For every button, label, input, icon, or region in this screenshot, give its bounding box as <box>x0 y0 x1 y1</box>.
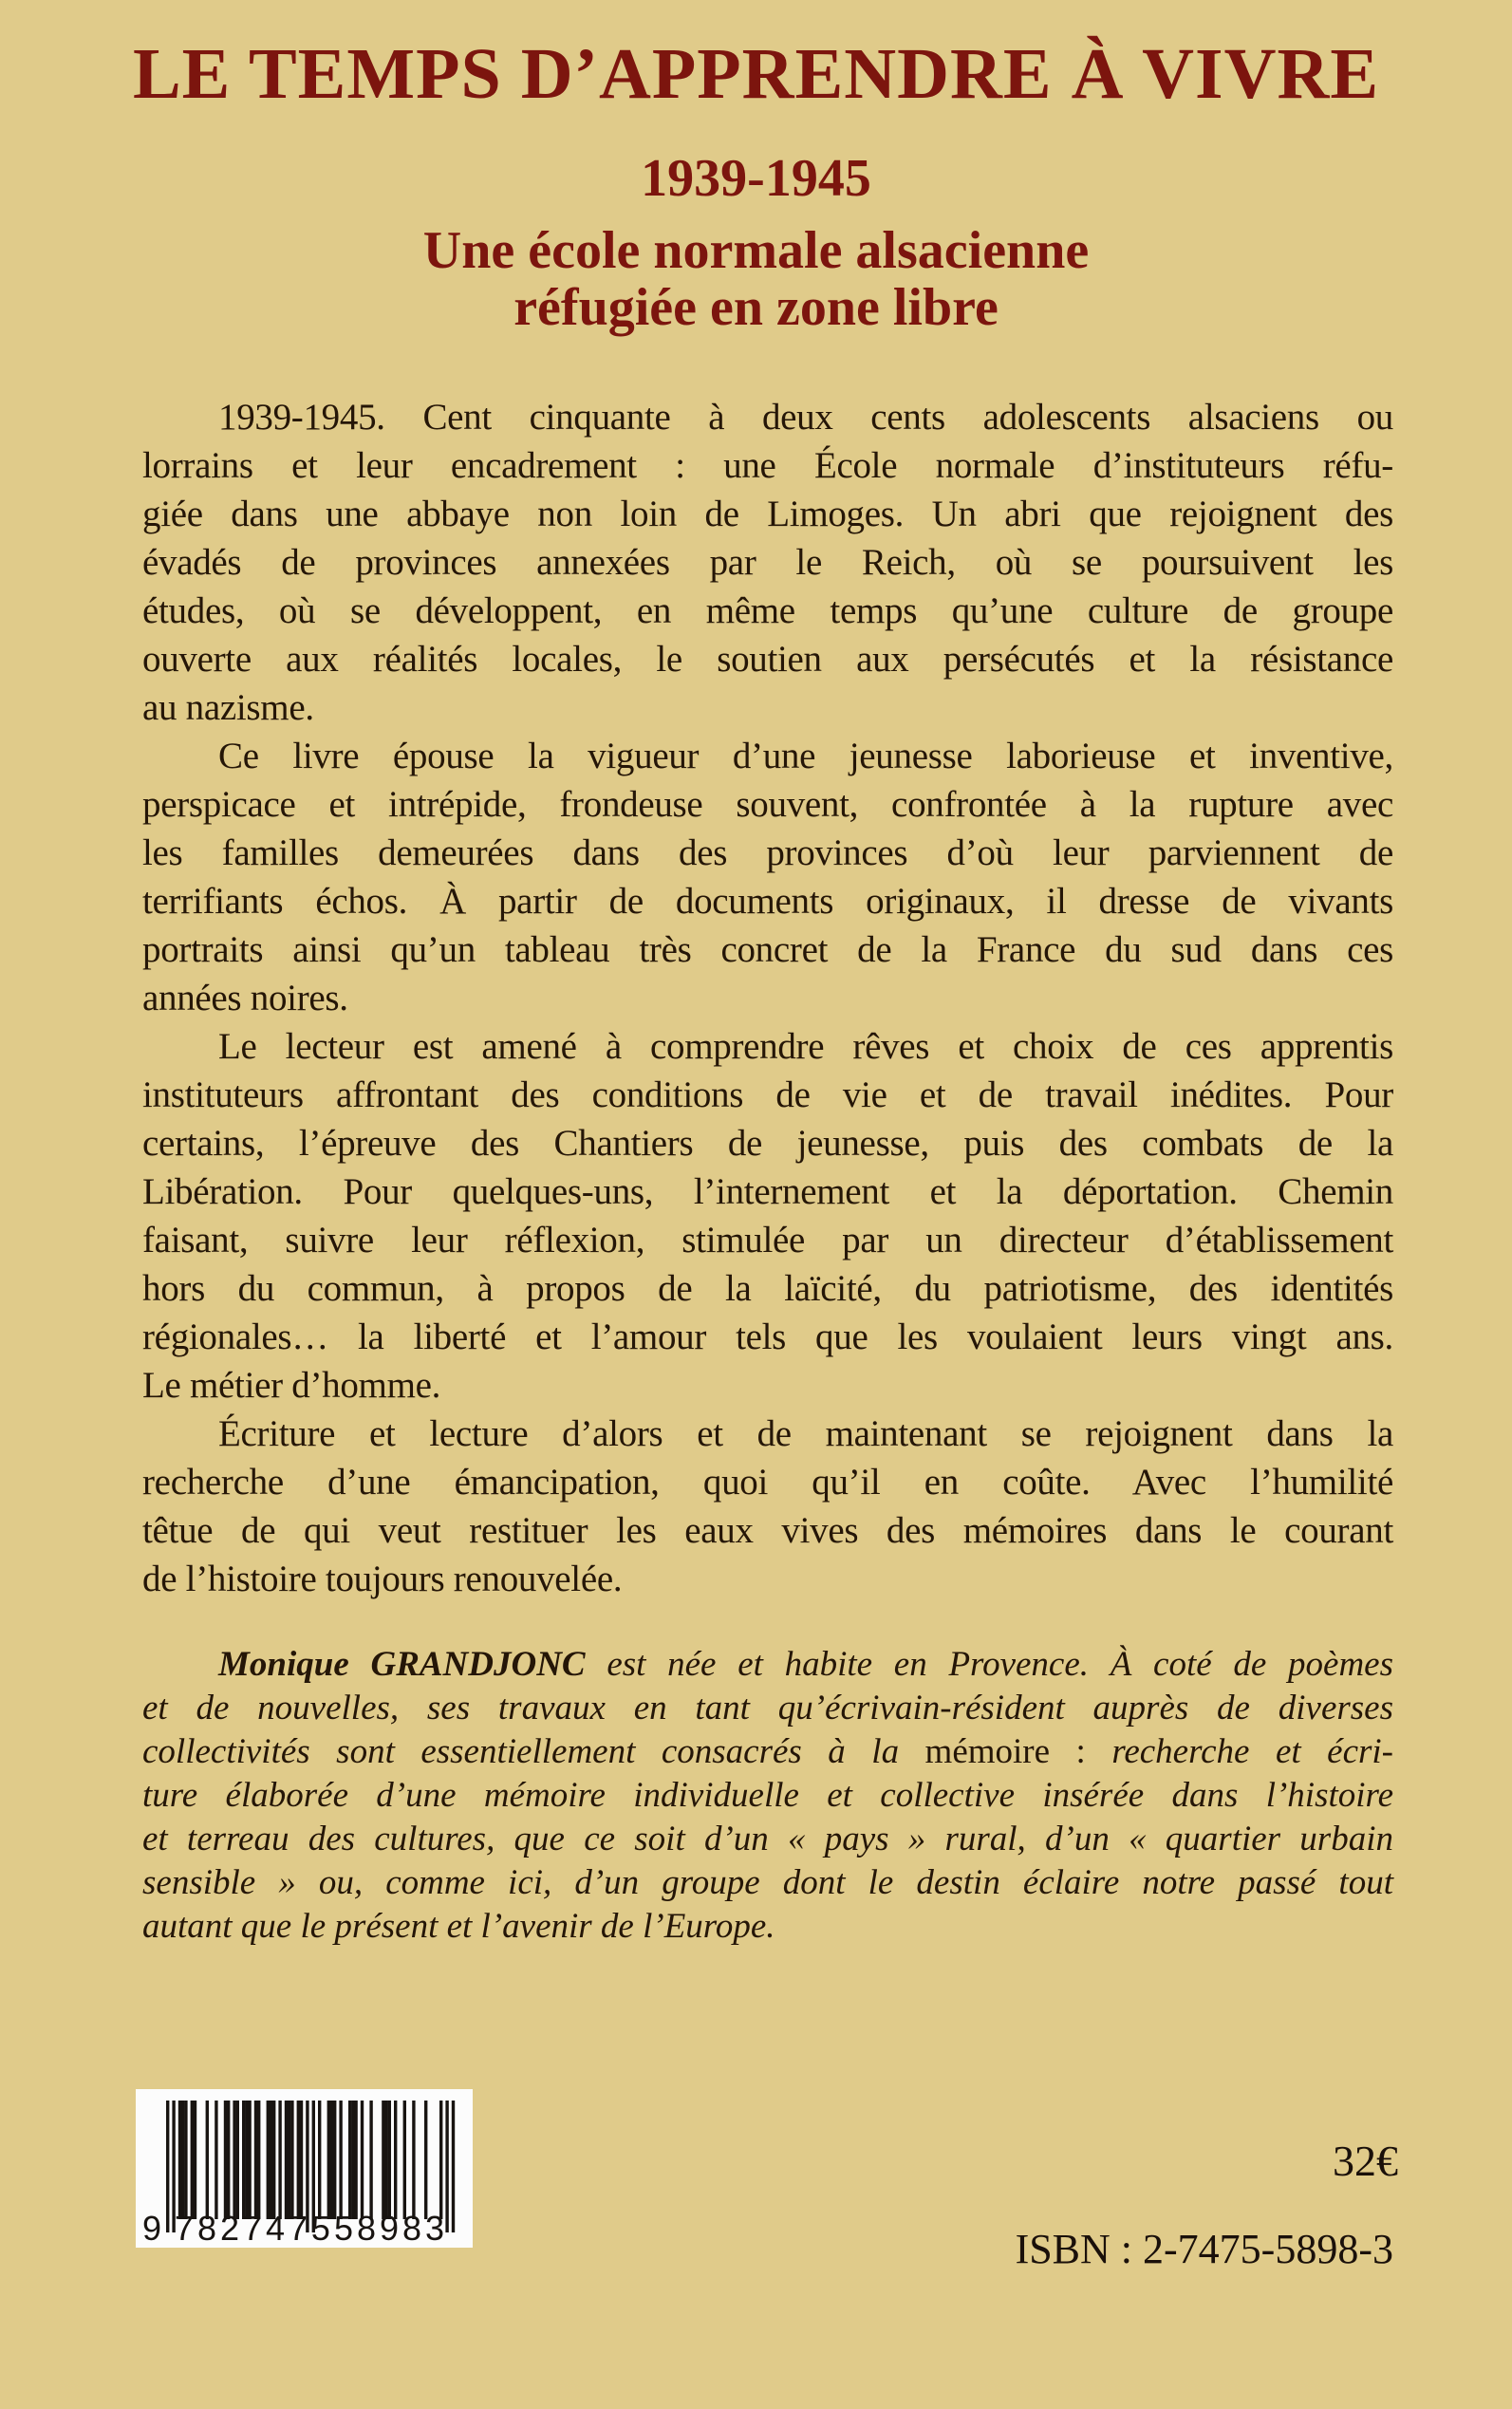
barcode-bar <box>382 2101 384 2219</box>
barcode-bar <box>248 2101 251 2219</box>
price-label: 32€ <box>1333 2137 1398 2185</box>
barcode-bar <box>348 2101 351 2219</box>
barcode-digits-group1: 782747 <box>174 2209 312 2248</box>
barcode-bar <box>278 2101 281 2219</box>
text-line: portraits ainsi qu’un tableau très concret de la France du sud dans ces <box>142 929 1393 970</box>
synopsis <box>142 393 1393 1603</box>
barcode-graphic <box>136 2089 473 2248</box>
barcode-bar <box>191 2101 194 2219</box>
text-line: Libération. Pour quelques-uns, l’internement et la déportation. Chemin <box>142 1171 1393 1212</box>
barcode-bar <box>285 2101 288 2219</box>
text-line: années noires. <box>142 978 348 1018</box>
barcode-bar <box>297 2101 300 2219</box>
barcode-bar <box>452 2101 455 2232</box>
barcode-bar <box>272 2101 275 2219</box>
text-line: ture élaborée d’une mémoire individuelle et collective insérée dans l’histoire <box>142 1776 1393 1815</box>
text-line: terrifiants échos. À partir de documents originaux, il dresse de vivants <box>142 881 1393 922</box>
text-line: faisant, suivre leur réflexion, stimulée par un directeur d’établissement <box>142 1220 1393 1261</box>
barcode-bar <box>181 2101 184 2219</box>
book-dates: 1939-1945 <box>641 149 871 208</box>
barcode-bar <box>245 2101 248 2219</box>
text-line: giée dans une abbaye non loin de Limoges. Un abri que rejoignent des <box>142 494 1393 534</box>
text-line: au nazisme. <box>142 687 314 728</box>
text-line: recherche d’une émancipation, quoi qu’il en coûte. Avec l’humilité <box>142 1462 1393 1503</box>
synopsis-paragraph <box>142 1022 1393 1410</box>
text-line: et de nouvelles, ses travaux en tant qu’écrivain-résident auprès de diverses <box>142 1689 1393 1727</box>
barcode-bar <box>361 2101 364 2219</box>
barcode-bar <box>403 2101 406 2219</box>
text-line: Le métier d’homme. <box>142 1365 441 1406</box>
text-line: Écriture et lecture d’alors et de maintenant se rejoignent dans la <box>218 1413 1393 1454</box>
barcode-bar <box>439 2101 442 2219</box>
text-line: certains, l’épreuve des Chantiers de jeunesse, puis des combats de la <box>142 1123 1393 1164</box>
book-subtitle-line2: réfugiée en zone libre <box>513 278 999 337</box>
barcode-bar <box>424 2101 427 2219</box>
isbn-label: ISBN : 2-7475-5898-3 <box>1015 2226 1393 2272</box>
text-line: et terreau des cultures, que ce soit d’un « pays » rural, d’un « quartier urbain <box>142 1820 1393 1858</box>
text-line: Ce livre épouse la vigueur d’une jeunesse laborieuse et inventive, <box>218 736 1393 776</box>
text-line: évadés de provinces annexées par le Reich, où se poursuivent les <box>142 542 1393 583</box>
author-bio <box>142 1643 1393 1949</box>
author-name: Monique GRANDJONC <box>218 1645 586 1684</box>
synopsis-paragraph <box>142 393 1393 732</box>
barcode-bar <box>166 2101 169 2232</box>
barcode-bar <box>227 2101 230 2219</box>
barcode-bar <box>206 2101 209 2219</box>
barcode-bar <box>369 2101 372 2219</box>
barcode-bar <box>339 2101 342 2219</box>
barcode-bar <box>254 2101 257 2219</box>
text-line: sensible » ou, comme ici, d’un groupe dont le destin éclaire notre passé tout <box>142 1863 1393 1902</box>
barcode-bar <box>224 2101 227 2219</box>
barcode-bar <box>236 2101 239 2219</box>
barcode-bar <box>330 2101 333 2219</box>
text-line: régionales… la liberté et l’amour tels que les voulaient leurs vingt ans. <box>142 1317 1393 1357</box>
barcode-bar <box>394 2101 397 2219</box>
barcode-bar <box>215 2101 217 2219</box>
synopsis-paragraph <box>142 732 1393 1022</box>
barcode-bar <box>354 2101 357 2219</box>
barcode-bar <box>290 2101 293 2219</box>
text-run: collectivités sont essentiellement consacrés à la <box>142 1732 925 1771</box>
text-line: ouverte aux réalités locales, le soutien aux persécutés et la résistance <box>142 639 1393 680</box>
barcode-bar <box>194 2101 196 2219</box>
barcode-digits-group2: 558983 <box>310 2209 449 2248</box>
text-line: de l’histoire toujours renouvelée. <box>142 1559 623 1599</box>
barcode <box>136 2089 473 2248</box>
barcode-bar <box>327 2101 330 2219</box>
barcode-bar <box>318 2101 321 2219</box>
text-run: recherche et écri- <box>1085 1732 1393 1771</box>
text-line <box>142 1643 1393 1687</box>
text-line: hors du commun, à propos de la laïcité, du patriotisme, des identités <box>142 1268 1393 1309</box>
barcode-bar <box>384 2101 387 2219</box>
barcode-bar <box>300 2101 303 2219</box>
text-line: têtue de qui veut restituer les eaux vives des mémoires dans le courant <box>142 1510 1393 1551</box>
book-title: LE TEMPS D’APPRENDRE À VIVRE <box>132 34 1380 114</box>
barcode-bar <box>288 2101 290 2219</box>
text-line: Le lecteur est amené à comprendre rêves et choix de ces apprentis <box>218 1026 1393 1067</box>
barcode-bar <box>388 2101 391 2219</box>
barcode-bar <box>267 2101 270 2219</box>
book-subtitle-line1: Une école normale alsacienne <box>422 221 1090 280</box>
text-line: 1939-1945. Cent cinquante à deux cents adolescents alsaciens ou <box>218 397 1393 438</box>
text-run: est née et habite en Provence. À coté de poèmes <box>585 1645 1393 1684</box>
barcode-bar <box>351 2101 354 2219</box>
barcode-bar <box>178 2101 181 2219</box>
barcode-bar <box>270 2101 272 2219</box>
barcode-bar <box>257 2101 260 2219</box>
text-line: les familles demeurées dans des provinces d’où leur parviennent de <box>142 832 1393 873</box>
barcode-bar <box>333 2101 336 2219</box>
barcode-bar <box>412 2101 415 2219</box>
barcode-bar <box>233 2101 235 2219</box>
text-line: autant que le présent et l’avenir de l’Europe. <box>142 1907 775 1946</box>
text-line: études, où se développent, en même temps qu’une culture de groupe <box>142 590 1393 631</box>
text-line: instituteurs affrontant des conditions de vie et de travail inédites. Pour <box>142 1074 1393 1115</box>
text-line <box>142 1730 1393 1774</box>
text-run: mémoire : <box>924 1732 1086 1771</box>
synopsis-paragraph <box>142 1410 1393 1603</box>
barcode-bar <box>242 2101 245 2219</box>
text-line: perspicace et intrépide, frondeuse souvent, confrontée à la rupture avec <box>142 784 1393 825</box>
barcode-digit-left: 9 <box>141 2209 166 2248</box>
barcode-bar <box>184 2101 187 2219</box>
text-line: lorrains et leur encadrement : une École normale d’instituteurs réfu- <box>142 445 1393 486</box>
